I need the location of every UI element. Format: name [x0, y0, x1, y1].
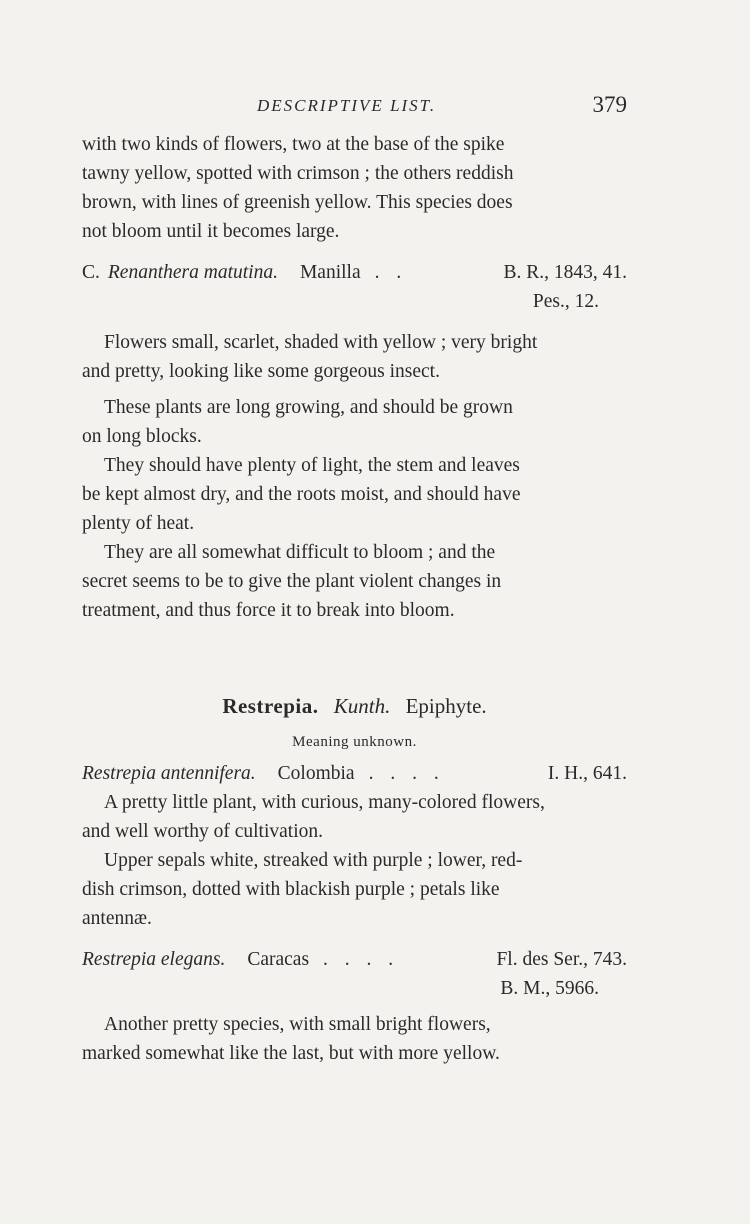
description-paragraph	[82, 846, 627, 933]
text-line: antennæ.	[82, 908, 152, 929]
text-line: marked somewhat like the last, but with more yellow.	[82, 1043, 500, 1064]
text-line: A pretty little plant, with curious, many-colored flowers,	[104, 792, 545, 813]
culture-paragraph	[82, 393, 627, 451]
genus-habit: Epiphyte.	[405, 694, 487, 718]
text-line: Flowers small, scarlet, shaded with yellow ; very bright	[104, 332, 538, 353]
reference: I. H., 641.	[547, 763, 627, 784]
text-line: Upper sepals white, streaked with purple ; lower, red-	[104, 850, 523, 871]
reference: B. R., 1843, 41.	[503, 262, 627, 283]
genus-meaning: Meaning unknown.	[292, 734, 417, 750]
text-line: and well worthy of cultivation.	[82, 821, 323, 842]
genus-author: Kunth.	[333, 694, 391, 718]
species-name: Restrepia antennifera.	[82, 763, 256, 784]
species-name: Restrepia elegans.	[82, 949, 226, 970]
reference: Fl. des Ser., 743.	[496, 949, 627, 970]
text-line: plenty of heat.	[82, 513, 195, 534]
species-location: Caracas	[247, 949, 310, 970]
text-line: These plants are long growing, and should be grown	[104, 397, 513, 418]
leader-dots: . . . .	[368, 763, 445, 784]
page-number: 379	[592, 92, 627, 117]
text-line: Another pretty species, with small bright flowers,	[104, 1014, 491, 1035]
leader-dots: . . . .	[323, 949, 400, 970]
intro-paragraph	[82, 130, 627, 246]
text-line: treatment, and thus force it to break into bloom.	[82, 600, 455, 621]
text-line: They should have plenty of light, the stem and leaves	[104, 455, 520, 476]
reference-secondary: Pes., 12.	[532, 291, 599, 312]
page-header	[82, 92, 627, 128]
page-body	[82, 130, 627, 1068]
text-line: brown, with lines of greenish yellow. This species does	[82, 192, 513, 213]
text-line: They are all somewhat difficult to bloom ; and the	[104, 542, 496, 563]
species-entry-restrepia-antennifera	[82, 759, 627, 788]
description-paragraph	[82, 788, 627, 846]
species-name: Renanthera matutina.	[107, 262, 278, 283]
text-line: be kept almost dry, and the roots moist, and should have	[82, 484, 521, 505]
genus-heading	[82, 691, 627, 721]
text-line: secret seems to be to give the plant violent changes in	[82, 571, 502, 592]
culture-paragraph	[82, 451, 627, 538]
running-title: DESCRIPTIVE LIST.	[257, 96, 437, 115]
leader-dots: . .	[374, 262, 408, 283]
description-paragraph	[82, 1010, 627, 1068]
text-line: on long blocks.	[82, 426, 202, 447]
species-entry-renanthera-matutina	[82, 258, 627, 316]
species-location: Colombia	[277, 763, 355, 784]
text-line: with two kinds of flowers, two at the base of the spike	[82, 134, 505, 155]
entry-marker: C.	[82, 262, 100, 283]
culture-paragraph	[82, 538, 627, 625]
species-entry-restrepia-elegans	[82, 945, 627, 1003]
text-line: and pretty, looking like some gorgeous insect.	[82, 361, 440, 382]
text-line: not bloom until it becomes large.	[82, 221, 340, 242]
description-paragraph	[82, 328, 627, 386]
species-location: Manilla	[299, 262, 361, 283]
reference-secondary: B. M., 5966.	[500, 978, 599, 999]
genus-name: Restrepia.	[222, 694, 319, 718]
text-line: tawny yellow, spotted with crimson ; the others reddish	[82, 163, 514, 184]
text-line: dish crimson, dotted with blackish purple ; petals like	[82, 879, 500, 900]
